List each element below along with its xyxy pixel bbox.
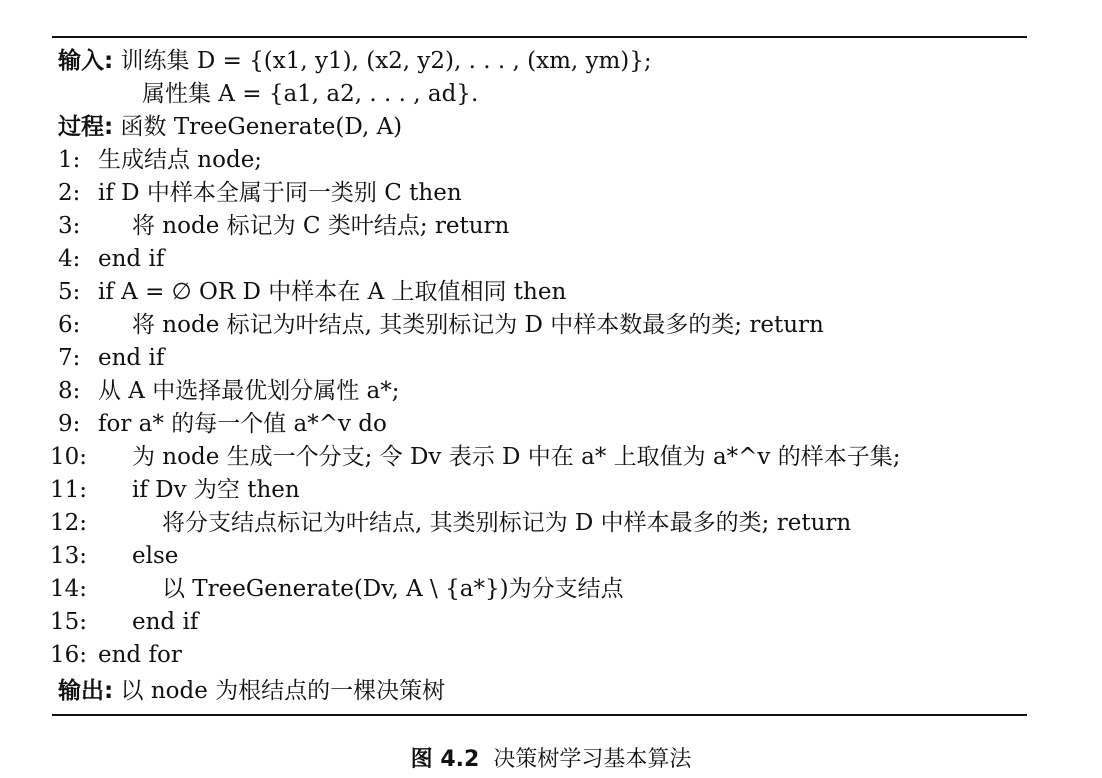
input-line-2 xyxy=(142,79,478,109)
step-text: for a* 的每一个值 a*^v do xyxy=(98,411,387,437)
step-text: 将 node 标记为 C 类叶结点; return xyxy=(132,213,510,239)
figure-caption xyxy=(0,742,1102,773)
process-function: 函数 TreeGenerate(D, A) xyxy=(120,114,403,140)
input-line-1 xyxy=(58,46,652,76)
step-13 xyxy=(50,541,179,571)
step-number: 14: xyxy=(50,576,88,602)
step-number: 15: xyxy=(50,609,88,635)
output-label: 输出: xyxy=(58,678,114,704)
step-text: if Dv 为空 then xyxy=(132,477,300,503)
step-number: 7: xyxy=(58,345,81,371)
step-6 xyxy=(58,310,824,340)
step-7 xyxy=(58,343,164,373)
step-9 xyxy=(58,409,387,439)
step-number: 2: xyxy=(58,180,81,206)
step-11 xyxy=(50,475,300,505)
step-text: 将 node 标记为叶结点, 其类别标记为 D 中样本数最多的类; return xyxy=(132,312,824,338)
step-number: 6: xyxy=(58,312,81,338)
bottom-rule xyxy=(52,714,1027,716)
step-3 xyxy=(58,211,509,241)
step-15 xyxy=(50,607,199,637)
step-number: 12: xyxy=(50,510,88,536)
input-training-set: 训练集 D = {(x1, y1), (x2, y2), . . . , (xm, ym)}; xyxy=(120,48,652,74)
step-10 xyxy=(50,442,901,472)
step-number: 1: xyxy=(58,147,81,173)
step-number: 11: xyxy=(50,477,88,503)
step-number: 4: xyxy=(58,246,81,272)
input-attribute-set: 属性集 A = {a1, a2, . . . , ad}. xyxy=(142,81,479,107)
step-number: 13: xyxy=(50,543,88,569)
step-14 xyxy=(50,574,624,604)
step-number: 9: xyxy=(58,411,81,437)
step-text: end if xyxy=(98,246,165,272)
step-2 xyxy=(58,178,462,208)
caption-label: 图 4.2 xyxy=(410,747,480,772)
step-16 xyxy=(50,640,182,670)
output-text: 以 node 为根结点的一棵决策树 xyxy=(120,678,446,704)
process-label: 过程: xyxy=(58,114,114,140)
step-text: end for xyxy=(98,642,182,668)
step-text: end if xyxy=(132,609,199,635)
step-text: 生成结点 node; xyxy=(98,147,263,173)
step-text: 将分支结点标记为叶结点, 其类别标记为 D 中样本最多的类; return xyxy=(162,510,852,536)
step-4 xyxy=(58,244,164,274)
input-label: 输入: xyxy=(58,48,114,74)
step-text: else xyxy=(132,543,179,569)
step-number: 5: xyxy=(58,279,81,305)
step-number: 16: xyxy=(50,642,88,668)
step-text: if D 中样本全属于同一类别 C then xyxy=(98,180,462,206)
step-number: 10: xyxy=(50,444,88,470)
step-1 xyxy=(58,145,262,175)
step-12 xyxy=(50,508,852,538)
step-number: 8: xyxy=(58,378,81,404)
step-number: 3: xyxy=(58,213,81,239)
step-5 xyxy=(58,277,566,307)
step-text: 为 node 生成一个分支; 令 Dv 表示 D 中在 a* 上取值为 a*^v 的样本子集; xyxy=(132,444,901,470)
step-8 xyxy=(58,376,400,406)
caption-text: 决策树学习基本算法 xyxy=(493,747,692,772)
top-rule xyxy=(52,36,1027,38)
step-text: 以 TreeGenerate(Dv, A \ {a*})为分支结点 xyxy=(162,576,624,602)
step-text: 从 A 中选择最优划分属性 a*; xyxy=(98,378,400,404)
step-text: if A = ∅ OR D 中样本在 A 上取值相同 then xyxy=(98,279,567,305)
process-line xyxy=(58,112,402,142)
output-line xyxy=(58,676,445,706)
step-text: end if xyxy=(98,345,165,371)
